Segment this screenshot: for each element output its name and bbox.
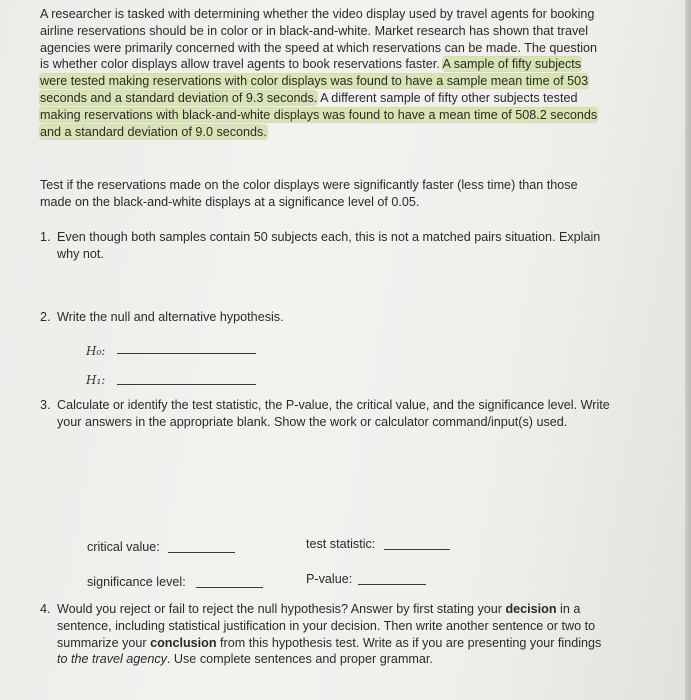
alternative-hypothesis-label: H₁: [86,373,106,387]
question-number: 3. [40,398,51,412]
alternative-hypothesis-blank[interactable] [117,384,256,385]
question-number: 1. [40,230,51,244]
intro-line: airline reservations should be in color or in black-and-white. Market research has shown that travel [40,23,589,38]
highlighted-text: were tested making reservations with color displays was found to have a sample mean time of 503 [40,74,589,89]
intro-line: agencies were primarily concerned with the speed at which reservations can be made. The question [40,40,597,55]
intro-line: seconds and a standard deviation of 9.3 seconds. A different sample of fifty other subjects tested [40,90,578,105]
question-number: 2. [40,310,51,324]
critical-value-label: critical value: [87,540,160,554]
question-1: 1. Even though both samples contain 50 subjects each, this is not a matched pairs situation. Explain why not. [40,230,601,261]
emphasis-travel-agency: to the travel agency [57,652,167,667]
p-value-blank[interactable] [358,584,426,585]
intro-line [40,107,640,124]
null-hypothesis-blank[interactable] [117,353,256,354]
intro-line [40,73,640,90]
p-value-label: P-value: [306,572,353,586]
page-edge-shadow [685,0,691,700]
test-statistic-blank[interactable] [384,549,450,550]
emphasis-conclusion: conclusion [150,635,217,650]
intro-line: is whether color displays allow travel agents to book reservations faster. A sample of fifty subjects [40,57,582,72]
critical-value-blank[interactable] [168,552,235,553]
question-4: 4. Would you reject or fail to reject the null hypothesis? Answer by first stating your decision in a sentence, including statistical justification in your decision. Then write another sentence or two to summarize your conclusion from this hypothesis test. Write as if you are presenting your findings to the travel agency. Use complete sentences and proper grammar. [40,602,602,667]
null-hypothesis-label: H₀: [86,344,106,358]
significance-level-label: significance level: [87,575,186,589]
highlighted-text: and a standard deviation of 9.0 seconds. [40,124,267,139]
problem-statement [40,6,640,140]
significance-level-blank[interactable] [196,587,263,588]
question-number: 4. [40,602,51,616]
test-instruction: Test if the reservations made on the color displays were significantly faster (less time) than those made on the black-and-white displays at a significance level of 0.05. [40,178,578,209]
highlighted-text: making reservations with black-and-white displays was found to have a mean time of 508.2 seconds [40,107,598,122]
test-statistic-label: test statistic: [306,537,376,551]
intro-line [40,124,640,141]
emphasis-decision: decision [505,602,557,616]
highlighted-text: seconds and a standard deviation of 9.3 seconds. [40,90,318,105]
intro-line: A researcher is tasked with determining whether the video display used by travel agents for booking [40,7,595,21]
question-2: 2. Write the null and alternative hypothesis. [40,310,284,324]
question-3: 3. Calculate or identify the test statistic, the P-value, the critical value, and the significance level. Write your answers in the appropriate blank. Show the work or calculator command/input(s) used. [40,398,610,429]
highlighted-text: A sample of fifty subjects [442,57,582,72]
